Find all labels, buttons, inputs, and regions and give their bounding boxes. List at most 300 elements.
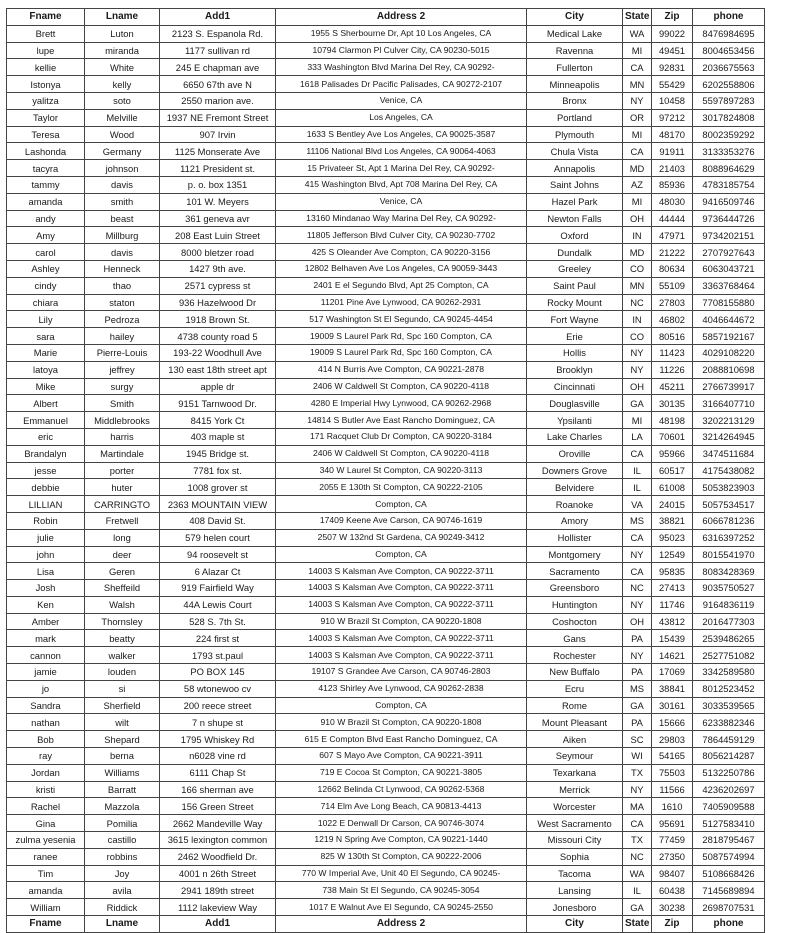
address2-cell: 17409 Keene Ave Carson, CA 90746-1619 <box>276 512 527 529</box>
zip-cell: 95835 <box>652 563 693 580</box>
fname-cell: Emmanuel <box>7 412 85 429</box>
state-cell: LA <box>623 428 652 445</box>
address2-cell: 14003 S Kalsman Ave Compton, CA 90222-3711 <box>276 596 527 613</box>
footer-zip: Zip <box>652 916 693 933</box>
lname-cell: louden <box>85 664 160 681</box>
lname-cell: deer <box>85 546 160 563</box>
phone-cell: 2088810698 <box>693 361 765 378</box>
table-row <box>7 412 765 429</box>
address2-cell: 19009 S Laurel Park Rd, Spc 160 Compton, CA <box>276 328 527 345</box>
state-cell: NC <box>623 294 652 311</box>
lname-cell: thao <box>85 277 160 294</box>
fname-cell: Josh <box>7 580 85 597</box>
zip-cell: 85936 <box>652 176 693 193</box>
address2-cell: 11106 National Blvd Los Angeles, CA 90064-4063 <box>276 143 527 160</box>
city-cell: Ypsilanti <box>527 412 623 429</box>
zip-cell: 48170 <box>652 126 693 143</box>
city-cell: New Buffalo <box>527 664 623 681</box>
state-cell: WA <box>623 865 652 882</box>
phone-cell: 3202213129 <box>693 412 765 429</box>
add1-cell: 1795 Whiskey Rd <box>160 731 276 748</box>
fname-cell: Brett <box>7 25 85 42</box>
lname-cell: Henneck <box>85 260 160 277</box>
state-cell: CA <box>623 563 652 580</box>
phone-cell: 5087574994 <box>693 848 765 865</box>
zip-cell: 29803 <box>652 731 693 748</box>
phone-cell: 8004653456 <box>693 42 765 59</box>
phone-cell: 8476984695 <box>693 25 765 42</box>
lname-cell: Wood <box>85 126 160 143</box>
fname-cell: mark <box>7 630 85 647</box>
address2-cell: 171 Racquet Club Dr Compton, CA 90220-3184 <box>276 428 527 445</box>
phone-cell: 8083428369 <box>693 563 765 580</box>
add1-cell: 919 Fairfield Way <box>160 580 276 597</box>
address2-cell: 2406 W Caldwell St Compton, CA 90220-4118 <box>276 378 527 395</box>
state-cell: CA <box>623 59 652 76</box>
table-row <box>7 748 765 765</box>
lname-cell: robbins <box>85 848 160 865</box>
city-cell: Annapolis <box>527 160 623 177</box>
address2-cell: 607 S Mayo Ave Compton, CA 90221-3911 <box>276 748 527 765</box>
table-row <box>7 848 765 865</box>
add1-cell: 1112 lakeview Way <box>160 899 276 916</box>
state-cell: TX <box>623 764 652 781</box>
city-cell: Oroville <box>527 445 623 462</box>
lname-cell: soto <box>85 92 160 109</box>
fname-cell: Brandalyn <box>7 445 85 462</box>
lname-cell: Germany <box>85 143 160 160</box>
add1-cell: 200 reece street <box>160 697 276 714</box>
zip-cell: 12549 <box>652 546 693 563</box>
fname-cell: Albert <box>7 395 85 412</box>
add1-cell: 7 n shupe st <box>160 714 276 731</box>
lname-cell: Pedroza <box>85 311 160 328</box>
add1-cell: 1121 President st. <box>160 160 276 177</box>
fname-cell: eric <box>7 428 85 445</box>
zip-cell: 21222 <box>652 244 693 261</box>
address2-cell: 10794 Clarmon Pl Culver City, CA 90230-5015 <box>276 42 527 59</box>
state-cell: IN <box>623 311 652 328</box>
add1-cell: 579 helen court <box>160 529 276 546</box>
lname-cell: smith <box>85 193 160 210</box>
lname-cell: jeffrey <box>85 361 160 378</box>
city-cell: Lansing <box>527 882 623 899</box>
state-cell: MI <box>623 412 652 429</box>
phone-cell: 2036675563 <box>693 59 765 76</box>
add1-cell: n6028 vine rd <box>160 748 276 765</box>
city-cell: Hollis <box>527 344 623 361</box>
address2-cell: 1618 Palisades Dr Pacific Palisades, CA 90272-2107 <box>276 76 527 93</box>
table-row <box>7 25 765 42</box>
state-cell: CA <box>623 815 652 832</box>
city-cell: Gans <box>527 630 623 647</box>
state-cell: NY <box>623 647 652 664</box>
state-cell: MD <box>623 244 652 261</box>
phone-cell: 5857192167 <box>693 328 765 345</box>
zip-cell: 43812 <box>652 613 693 630</box>
phone-cell: 3474511684 <box>693 445 765 462</box>
table-row <box>7 42 765 59</box>
city-cell: Sacramento <box>527 563 623 580</box>
lname-cell: davis <box>85 244 160 261</box>
state-cell: PA <box>623 714 652 731</box>
address2-cell: 2401 E el Segundo Blvd, Apt 25 Compton, CA <box>276 277 527 294</box>
state-cell: CO <box>623 260 652 277</box>
add1-cell: 208 East Luin Street <box>160 227 276 244</box>
address2-cell: 738 Main St El Segundo, CA 90245-3054 <box>276 882 527 899</box>
fname-cell: Istonya <box>7 76 85 93</box>
city-cell: Rocky Mount <box>527 294 623 311</box>
table-row <box>7 479 765 496</box>
address2-cell: 2055 E 130th St Compton, CA 90222-2105 <box>276 479 527 496</box>
fname-cell: jamie <box>7 664 85 681</box>
table-row <box>7 92 765 109</box>
city-cell: Brooklyn <box>527 361 623 378</box>
state-cell: AZ <box>623 176 652 193</box>
fname-cell: Jordan <box>7 764 85 781</box>
state-cell: NY <box>623 546 652 563</box>
table-body <box>7 25 765 915</box>
add1-cell: 8415 York Ct <box>160 412 276 429</box>
zip-cell: 15439 <box>652 630 693 647</box>
state-cell: OR <box>623 109 652 126</box>
phone-cell: 8012523452 <box>693 680 765 697</box>
table-row <box>7 882 765 899</box>
city-cell: Mount Pleasant <box>527 714 623 731</box>
city-cell: Huntington <box>527 596 623 613</box>
footer-fname: Fname <box>7 916 85 933</box>
zip-cell: 11746 <box>652 596 693 613</box>
zip-cell: 55109 <box>652 277 693 294</box>
phone-cell: 4029108220 <box>693 344 765 361</box>
fname-cell: Marie <box>7 344 85 361</box>
fname-cell: Ken <box>7 596 85 613</box>
lname-cell: Pierre-Louis <box>85 344 160 361</box>
phone-cell: 7145689894 <box>693 882 765 899</box>
zip-cell: 99022 <box>652 25 693 42</box>
add1-cell: 9151 Tarnwood Dr. <box>160 395 276 412</box>
header-fname: Fname <box>7 9 85 26</box>
address2-cell: 12662 Belinda Ct Lynwood, CA 90262-5368 <box>276 781 527 798</box>
zip-cell: 98407 <box>652 865 693 882</box>
city-cell: Hazel Park <box>527 193 623 210</box>
add1-cell: 528 S. 7th St. <box>160 613 276 630</box>
lname-cell: Barratt <box>85 781 160 798</box>
add1-cell: 2571 cypress st <box>160 277 276 294</box>
zip-cell: 38841 <box>652 680 693 697</box>
phone-cell: 9736444726 <box>693 210 765 227</box>
footer-address2: Address 2 <box>276 916 527 933</box>
zip-cell: 30161 <box>652 697 693 714</box>
address2-cell: 1955 S Sherbourne Dr, Apt 10 Los Angeles, CA <box>276 25 527 42</box>
state-cell: MI <box>623 42 652 59</box>
footer-add1: Add1 <box>160 916 276 933</box>
lname-cell: Riddick <box>85 899 160 916</box>
address2-cell: 425 S Oleander Ave Compton, CA 90220-3156 <box>276 244 527 261</box>
city-cell: Missouri City <box>527 832 623 849</box>
table-row <box>7 529 765 546</box>
zip-cell: 1610 <box>652 798 693 815</box>
table-row <box>7 580 765 597</box>
state-cell: TX <box>623 832 652 849</box>
city-cell: Newton Falls <box>527 210 623 227</box>
state-cell: NC <box>623 848 652 865</box>
address2-cell: 19107 S Grandee Ave Carson, CA 90746-2803 <box>276 664 527 681</box>
phone-cell: 4046644672 <box>693 311 765 328</box>
address2-cell: 19009 S Laurel Park Rd, Spc 160 Compton, CA <box>276 344 527 361</box>
fname-cell: kellie <box>7 59 85 76</box>
add1-cell: 4738 county road 5 <box>160 328 276 345</box>
address2-cell: 2406 W Caldwell St Compton, CA 90220-4118 <box>276 445 527 462</box>
header-add1: Add1 <box>160 9 276 26</box>
lname-cell: davis <box>85 176 160 193</box>
table-row <box>7 731 765 748</box>
zip-cell: 11423 <box>652 344 693 361</box>
state-cell: NY <box>623 344 652 361</box>
state-cell: CA <box>623 445 652 462</box>
table-row <box>7 210 765 227</box>
table-row <box>7 260 765 277</box>
fname-cell: Ashley <box>7 260 85 277</box>
add1-cell: 44A Lewis Court <box>160 596 276 613</box>
header-state: State <box>623 9 652 26</box>
phone-cell: 6316397252 <box>693 529 765 546</box>
state-cell: NY <box>623 92 652 109</box>
zip-cell: 49451 <box>652 42 693 59</box>
state-cell: WI <box>623 748 652 765</box>
phone-cell: 9164836119 <box>693 596 765 613</box>
lname-cell: Geren <box>85 563 160 580</box>
phone-cell: 9035750527 <box>693 580 765 597</box>
city-cell: Coshocton <box>527 613 623 630</box>
add1-cell: 6111 Chap St <box>160 764 276 781</box>
address2-cell: Compton, CA <box>276 697 527 714</box>
address2-cell: Venice, CA <box>276 92 527 109</box>
lname-cell: beast <box>85 210 160 227</box>
zip-cell: 46802 <box>652 311 693 328</box>
fname-cell: john <box>7 546 85 563</box>
city-cell: Douglasville <box>527 395 623 412</box>
header-address2: Address 2 <box>276 9 527 26</box>
phone-cell: 3363768464 <box>693 277 765 294</box>
zip-cell: 91911 <box>652 143 693 160</box>
lname-cell: Joy <box>85 865 160 882</box>
zip-cell: 30238 <box>652 899 693 916</box>
lname-cell: CARRINGTO <box>85 496 160 513</box>
city-cell: Minneapolis <box>527 76 623 93</box>
lname-cell: porter <box>85 462 160 479</box>
table-row <box>7 160 765 177</box>
phone-cell: 4783185754 <box>693 176 765 193</box>
fname-cell: julie <box>7 529 85 546</box>
address2-cell: 1022 E Denwall Dr Carson, CA 90746-3074 <box>276 815 527 832</box>
add1-cell: 361 geneva avr <box>160 210 276 227</box>
fname-cell: debbie <box>7 479 85 496</box>
header-row <box>7 9 765 26</box>
fname-cell: Robin <box>7 512 85 529</box>
phone-cell: 9734202151 <box>693 227 765 244</box>
footer-phone: phone <box>693 916 765 933</box>
table-row <box>7 546 765 563</box>
city-cell: Roanoke <box>527 496 623 513</box>
add1-cell: 1945 Bridge st. <box>160 445 276 462</box>
zip-cell: 14621 <box>652 647 693 664</box>
lname-cell: walker <box>85 647 160 664</box>
lname-cell: castillo <box>85 832 160 849</box>
fname-cell: Lily <box>7 311 85 328</box>
add1-cell: 1177 sullivan rd <box>160 42 276 59</box>
zip-cell: 30135 <box>652 395 693 412</box>
lname-cell: Melville <box>85 109 160 126</box>
table-row <box>7 680 765 697</box>
city-cell: Seymour <box>527 748 623 765</box>
fname-cell: cannon <box>7 647 85 664</box>
phone-cell: 5132250786 <box>693 764 765 781</box>
address2-cell: 12802 Belhaven Ave Los Angeles, CA 90059-3443 <box>276 260 527 277</box>
table-row <box>7 193 765 210</box>
add1-cell: 156 Green Street <box>160 798 276 815</box>
address2-cell: 15 Privateer St, Apt 1 Marina Del Rey, CA 90292- <box>276 160 527 177</box>
zip-cell: 44444 <box>652 210 693 227</box>
fname-cell: Taylor <box>7 109 85 126</box>
city-cell: Greeley <box>527 260 623 277</box>
zip-cell: 38821 <box>652 512 693 529</box>
address2-cell: 4123 Shirley Ave Lynwood, CA 90262-2838 <box>276 680 527 697</box>
header-zip: Zip <box>652 9 693 26</box>
table-row <box>7 899 765 916</box>
address2-cell: 2507 W 132nd St Gardena, CA 90249-3412 <box>276 529 527 546</box>
zip-cell: 15666 <box>652 714 693 731</box>
add1-cell: 94 roosevelt st <box>160 546 276 563</box>
address2-cell: 910 W Brazil St Compton, CA 90220-1808 <box>276 613 527 630</box>
city-cell: Belvidere <box>527 479 623 496</box>
zip-cell: 92831 <box>652 59 693 76</box>
fname-cell: Lashonda <box>7 143 85 160</box>
zip-cell: 95691 <box>652 815 693 832</box>
lname-cell: avila <box>85 882 160 899</box>
city-cell: Merrick <box>527 781 623 798</box>
address2-cell: Compton, CA <box>276 496 527 513</box>
address2-cell: 11201 Pine Ave Lynwood, CA 90262-2931 <box>276 294 527 311</box>
table-row <box>7 328 765 345</box>
phone-cell: 6063043721 <box>693 260 765 277</box>
zip-cell: 27413 <box>652 580 693 597</box>
add1-cell: 130 east 18th street apt <box>160 361 276 378</box>
table-row <box>7 798 765 815</box>
lname-cell: johnson <box>85 160 160 177</box>
address2-cell: 14003 S Kalsman Ave Compton, CA 90222-3711 <box>276 630 527 647</box>
table-row <box>7 76 765 93</box>
table-row <box>7 563 765 580</box>
lname-cell: Middlebrooks <box>85 412 160 429</box>
table-row <box>7 294 765 311</box>
state-cell: WA <box>623 25 652 42</box>
lname-cell: berna <box>85 748 160 765</box>
table-row <box>7 445 765 462</box>
city-cell: Hollister <box>527 529 623 546</box>
add1-cell: 1793 st.paul <box>160 647 276 664</box>
lname-cell: Pomilia <box>85 815 160 832</box>
city-cell: Cincinnati <box>527 378 623 395</box>
table-row <box>7 277 765 294</box>
lname-cell: wilt <box>85 714 160 731</box>
address2-cell: 770 W Imperial Ave, Unit 40 El Segundo, CA 90245- <box>276 865 527 882</box>
zip-cell: 11226 <box>652 361 693 378</box>
city-cell: Aiken <box>527 731 623 748</box>
address2-cell: 714 Elm Ave Long Beach, CA 90813-4413 <box>276 798 527 815</box>
zip-cell: 95966 <box>652 445 693 462</box>
lname-cell: Williams <box>85 764 160 781</box>
fname-cell: latoya <box>7 361 85 378</box>
lname-cell: harris <box>85 428 160 445</box>
table-row <box>7 865 765 882</box>
state-cell: MA <box>623 798 652 815</box>
add1-cell: p. o. box 1351 <box>160 176 276 193</box>
table-row <box>7 143 765 160</box>
table-row <box>7 781 765 798</box>
table-row <box>7 244 765 261</box>
phone-cell: 6202558806 <box>693 76 765 93</box>
footer-city: City <box>527 916 623 933</box>
zip-cell: 80634 <box>652 260 693 277</box>
lname-cell: surgy <box>85 378 160 395</box>
add1-cell: 1125 Monserate Ave <box>160 143 276 160</box>
fname-cell: jesse <box>7 462 85 479</box>
city-cell: Jonesboro <box>527 899 623 916</box>
city-cell: Erie <box>527 328 623 345</box>
phone-cell: 5597897283 <box>693 92 765 109</box>
city-cell: Oxford <box>527 227 623 244</box>
fname-cell: lupe <box>7 42 85 59</box>
table-row <box>7 647 765 664</box>
phone-cell: 3166407710 <box>693 395 765 412</box>
state-cell: IL <box>623 882 652 899</box>
state-cell: MI <box>623 193 652 210</box>
state-cell: MN <box>623 277 652 294</box>
phone-cell: 7864459129 <box>693 731 765 748</box>
table-row <box>7 344 765 361</box>
city-cell: Ravenna <box>527 42 623 59</box>
table-row <box>7 59 765 76</box>
phone-cell: 7405909588 <box>693 798 765 815</box>
fname-cell: Mike <box>7 378 85 395</box>
lname-cell: hailey <box>85 328 160 345</box>
fname-cell: carol <box>7 244 85 261</box>
state-cell: IL <box>623 479 652 496</box>
state-cell: MD <box>623 160 652 177</box>
lname-cell: long <box>85 529 160 546</box>
fname-cell: yalitza <box>7 92 85 109</box>
phone-cell: 8002359292 <box>693 126 765 143</box>
state-cell: MI <box>623 126 652 143</box>
zip-cell: 27803 <box>652 294 693 311</box>
phone-cell: 4236202697 <box>693 781 765 798</box>
state-cell: GA <box>623 395 652 412</box>
lname-cell: Fretwell <box>85 512 160 529</box>
phone-cell: 6066781236 <box>693 512 765 529</box>
city-cell: Rome <box>527 697 623 714</box>
phone-cell: 3214264945 <box>693 428 765 445</box>
lname-cell: Martindale <box>85 445 160 462</box>
phone-cell: 2016477303 <box>693 613 765 630</box>
state-cell: NC <box>623 580 652 597</box>
state-cell: SC <box>623 731 652 748</box>
add1-cell: 403 maple st <box>160 428 276 445</box>
lname-cell: kelly <box>85 76 160 93</box>
add1-cell: PO BOX 145 <box>160 664 276 681</box>
state-cell: OH <box>623 378 652 395</box>
city-cell: Worcester <box>527 798 623 815</box>
